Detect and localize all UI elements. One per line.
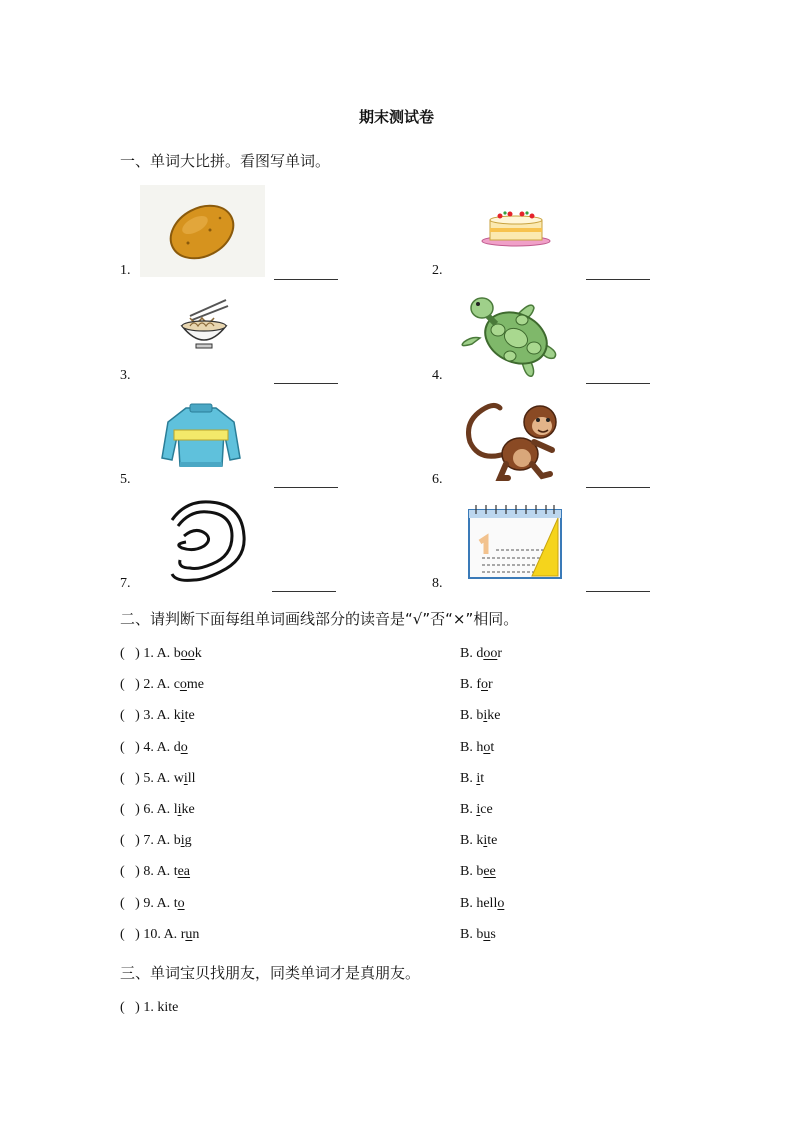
question-number: 1. xyxy=(143,646,154,661)
cake-icon xyxy=(476,200,556,252)
option-a-label: A. xyxy=(156,646,171,661)
question-row-5-a xyxy=(120,770,195,788)
underlined-letters: o xyxy=(497,896,505,911)
word-suffix: te xyxy=(487,833,498,848)
option-b-label: B. xyxy=(460,896,473,911)
option-a-word xyxy=(174,740,188,755)
option-a-label: A. xyxy=(163,927,178,942)
word-suffix: ke xyxy=(181,802,195,817)
section1-heading: 一、单词大比拼。看图写单词。 xyxy=(120,152,331,170)
word-suffix: r xyxy=(488,677,493,692)
calendar-icon xyxy=(466,502,564,580)
page-title: 期末测试卷 xyxy=(358,108,434,126)
word-suffix: ke xyxy=(487,708,501,723)
option-a-word xyxy=(174,802,195,817)
item-number-4: 4. xyxy=(432,368,443,383)
option-b-label: B. xyxy=(460,771,473,786)
answer-blank-7[interactable] xyxy=(272,591,336,592)
question-number: 5. xyxy=(143,771,154,786)
word-prefix: b xyxy=(476,864,484,879)
answer-paren[interactable]: ( ) xyxy=(120,927,140,942)
question-row-9-b xyxy=(460,895,504,913)
option-a-word xyxy=(174,864,190,879)
word-suffix: ce xyxy=(480,802,493,817)
underlined-letters: i xyxy=(476,771,481,786)
question-row-7-b xyxy=(460,832,497,850)
item-number-6: 6. xyxy=(432,472,443,487)
question-row-1-b xyxy=(460,645,502,663)
option-b-word xyxy=(476,708,500,723)
turtle-icon xyxy=(452,286,577,381)
word-prefix: k xyxy=(476,833,484,848)
answer-paren[interactable]: ( ) xyxy=(120,771,140,786)
question-row-3-b xyxy=(460,707,500,725)
question-row-10-a xyxy=(120,926,199,944)
word-prefix: b xyxy=(476,708,484,723)
underlined-letters: o xyxy=(481,677,489,692)
question-word: kite xyxy=(157,1000,179,1015)
question-row-6-a xyxy=(120,801,195,819)
option-a-label: A. xyxy=(156,740,171,755)
word-suffix: t xyxy=(480,771,485,786)
underlined-letters: i xyxy=(483,708,488,723)
item-number-2: 2. xyxy=(432,263,443,278)
question-number: 7. xyxy=(143,833,154,848)
option-a-label: A. xyxy=(156,864,171,879)
sweater-icon xyxy=(160,400,242,470)
option-a-label: A. xyxy=(156,896,171,911)
option-a-label: A. xyxy=(156,833,171,848)
answer-paren[interactable]: ( ) xyxy=(120,677,140,692)
ear-icon xyxy=(164,498,250,586)
word-suffix: n xyxy=(192,927,200,942)
word-suffix: ll xyxy=(187,771,196,786)
option-a-word xyxy=(181,927,200,942)
question-row-3-a xyxy=(120,707,195,725)
question-number: 2. xyxy=(143,677,154,692)
underlined-letters: o xyxy=(177,896,185,911)
item-number-8: 8. xyxy=(432,576,443,591)
option-b-word xyxy=(476,771,484,786)
answer-blank-5[interactable] xyxy=(274,487,338,488)
option-a-word xyxy=(174,896,185,911)
option-b-label: B. xyxy=(460,677,473,692)
question-number: 4. xyxy=(143,740,154,755)
question-row-8-a xyxy=(120,863,190,881)
question-row-6-b xyxy=(460,801,493,819)
word-prefix: t xyxy=(173,864,178,879)
question-number: 1. xyxy=(143,1000,154,1015)
underlined-letters: i xyxy=(476,802,481,817)
option-a-label: A. xyxy=(156,771,171,786)
answer-paren[interactable]: ( ) xyxy=(120,864,140,879)
option-b-label: B. xyxy=(460,833,473,848)
option-a-word xyxy=(174,833,192,848)
option-b-label: B. xyxy=(460,802,473,817)
word-suffix: g xyxy=(184,833,192,848)
option-b-label: B. xyxy=(460,740,473,755)
word-prefix: f xyxy=(476,677,482,692)
option-a-word xyxy=(174,677,204,692)
question-row-8-b xyxy=(460,863,496,881)
section2-heading: 二、请判断下面每组单词画线部分的读音是“√”否“×”相同。 xyxy=(120,610,519,628)
answer-paren[interactable]: ( ) xyxy=(120,896,140,911)
item-number-3: 3. xyxy=(120,368,131,383)
word-prefix: b xyxy=(173,646,181,661)
option-b-word xyxy=(476,646,502,661)
underlined-letters: i xyxy=(180,708,185,723)
word-prefix: d xyxy=(476,646,484,661)
word-suffix: te xyxy=(184,708,195,723)
answer-blank-8[interactable] xyxy=(586,591,650,592)
underlined-letters: i xyxy=(180,833,185,848)
word-suffix: r xyxy=(497,646,503,661)
answer-blank-2[interactable] xyxy=(586,279,650,280)
underlined-letters: o xyxy=(180,740,188,755)
section3-heading: 三、单词宝贝找朋友，同类单词才是真朋友。 xyxy=(120,964,421,982)
question-row-9-a xyxy=(120,895,185,913)
word-prefix: k xyxy=(173,708,181,723)
word-prefix: hell xyxy=(476,896,498,911)
underlined-letters: i xyxy=(177,802,182,817)
option-a-label: A. xyxy=(156,802,171,817)
question-row-1-a xyxy=(120,645,202,663)
word-suffix: me xyxy=(186,677,205,692)
section3-row-1 xyxy=(120,999,178,1017)
item-number-7: 7. xyxy=(120,576,131,591)
word-prefix: h xyxy=(476,740,484,755)
word-prefix: r xyxy=(180,927,186,942)
word-suffix: k xyxy=(194,646,202,661)
question-row-2-a xyxy=(120,676,204,694)
underlined-letters: o xyxy=(483,740,491,755)
option-a-label: A. xyxy=(156,677,171,692)
underlined-letters: oo xyxy=(180,646,195,661)
word-prefix: c xyxy=(173,677,180,692)
answer-paren[interactable]: ( ) xyxy=(120,833,140,848)
underlined-letters: o xyxy=(179,677,187,692)
underlined-letters: u xyxy=(483,927,491,942)
item-number-1: 1. xyxy=(120,263,131,278)
question-number: 3. xyxy=(143,708,154,723)
answer-blank-3[interactable] xyxy=(274,383,338,384)
item-number-5: 5. xyxy=(120,472,131,487)
word-prefix: t xyxy=(173,896,178,911)
question-number: 6. xyxy=(143,802,154,817)
question-number: 10. xyxy=(143,927,161,942)
option-b-word xyxy=(476,833,497,848)
underlined-letters: oo xyxy=(483,646,498,661)
option-b-word xyxy=(476,802,492,817)
answer-paren[interactable]: ( ) xyxy=(120,646,140,661)
monkey-icon xyxy=(460,392,562,482)
option-b-label: B. xyxy=(460,646,473,661)
option-a-word xyxy=(174,646,202,661)
answer-blank-4[interactable] xyxy=(586,383,650,384)
answer-paren[interactable]: ( ) xyxy=(120,1000,140,1015)
option-b-label: B. xyxy=(460,864,473,879)
potato-icon xyxy=(140,185,265,277)
answer-paren[interactable]: ( ) xyxy=(120,708,140,723)
question-number: 9. xyxy=(143,896,154,911)
option-b-word xyxy=(476,740,494,755)
question-row-2-b xyxy=(460,676,493,694)
word-prefix: w xyxy=(173,771,184,786)
option-b-label: B. xyxy=(460,927,473,942)
word-prefix: d xyxy=(173,740,181,755)
question-row-10-b xyxy=(460,926,496,944)
underlined-letters: i xyxy=(483,833,488,848)
word-suffix: t xyxy=(490,740,495,755)
option-b-word xyxy=(476,677,492,692)
underlined-letters: i xyxy=(183,771,188,786)
question-row-4-a xyxy=(120,739,188,757)
question-row-5-b xyxy=(460,770,484,788)
underlined-letters: u xyxy=(185,927,193,942)
question-row-4-b xyxy=(460,739,494,757)
option-a-word xyxy=(174,708,195,723)
word-prefix: l xyxy=(173,802,178,817)
word-prefix: b xyxy=(173,833,181,848)
question-row-7-a xyxy=(120,832,192,850)
word-suffix: s xyxy=(490,927,496,942)
option-b-word xyxy=(476,927,495,942)
question-number: 8. xyxy=(143,864,154,879)
answer-blank-6[interactable] xyxy=(586,487,650,488)
underlined-letters: ee xyxy=(483,864,496,879)
option-b-word xyxy=(476,864,495,879)
underlined-letters: ea xyxy=(177,864,191,879)
option-b-word xyxy=(476,896,504,911)
noodles-icon xyxy=(176,294,232,352)
option-a-label: A. xyxy=(156,708,171,723)
option-b-label: B. xyxy=(460,708,473,723)
answer-paren[interactable]: ( ) xyxy=(120,740,140,755)
answer-blank-1[interactable] xyxy=(274,279,338,280)
answer-paren[interactable]: ( ) xyxy=(120,802,140,817)
word-prefix: b xyxy=(476,927,484,942)
option-a-word xyxy=(174,771,196,786)
